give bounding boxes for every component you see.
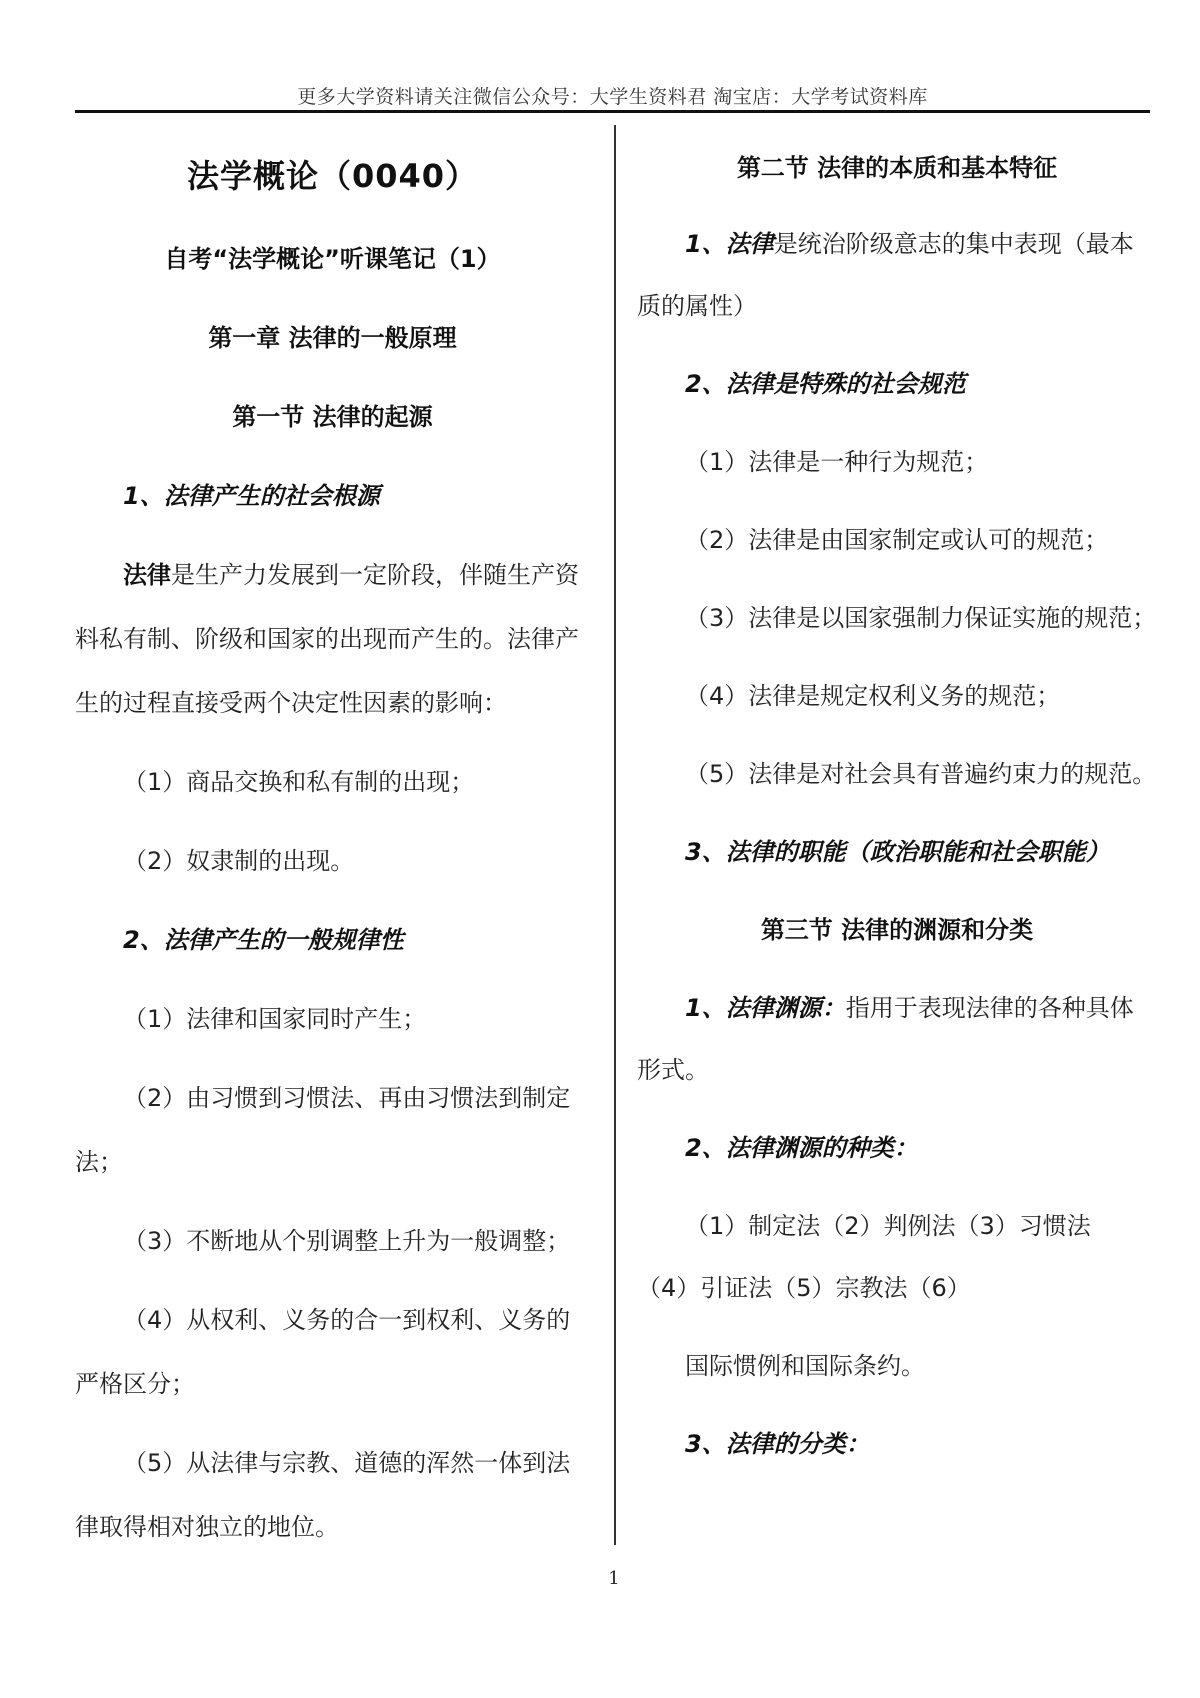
list-item: （1）商品交换和私有制的出现； [123,768,475,796]
list-item: （2）奴隶制的出现。 [123,847,355,875]
list-line: 国际惯例和国际条约。 [685,1352,925,1380]
section-heading: 第一节 法律的起源 [232,403,433,431]
list-item: （1）法律和国家同时产生； [123,1005,427,1033]
list-item: （2）由习惯到习惯法、再由习惯法到制定 [123,1084,571,1112]
paragraph-line: 1、法律渊源：指用于表现法律的各种具体 [685,994,1134,1022]
paragraph-line: 生的过程直接受两个决定性因素的影响： [75,689,507,717]
key-term: 1、法律 [685,230,774,258]
list-item: （1）法律是一种行为规范； [685,448,989,476]
document-title: 法学概论（0040） [186,157,479,195]
list-line: （1）制定法（2）判例法（3）习惯法 [685,1212,1091,1240]
list-item: （3）法律是以国家强制力保证实施的规范； [685,604,1157,632]
list-item-continued: 严格区分； [75,1370,195,1398]
page-header: 更多大学资料请关注微信公众号：大学生资料君 淘宝店：大学考试资料库 [297,86,928,108]
list-item-continued: 律取得相对独立的地位。 [75,1513,339,1541]
list-item-continued: 法； [75,1148,123,1176]
paragraph-line: 法律是生产力发展到一定阶段，伴随生产资 [123,561,579,589]
header-rule [75,110,1150,113]
list-item: （5）从法律与宗教、道德的浑然一体到法 [123,1449,571,1477]
paragraph-line: 形式。 [637,1056,709,1084]
key-term: 1、法律渊源： [685,994,846,1022]
key-term: 法律 [123,561,171,589]
list-item: （2）法律是由国家制定或认可的规范； [685,526,1109,554]
list-item: （3）不断地从个别调整上升为一般调整； [123,1227,571,1255]
subsection-heading: 2、法律渊源的种类： [685,1134,918,1162]
subsection-heading: 3、法律的分类： [685,1430,870,1458]
notes-subtitle: 自考“法学概论”听课笔记（1） [164,245,501,273]
subsection-heading: 1、法律产生的社会根源 [123,482,380,510]
section-heading: 第三节 法律的渊源和分类 [760,916,1034,944]
paragraph-line: 料私有制、阶级和国家的出现而产生的。法律产 [75,625,579,653]
chapter-heading: 第一章 法律的一般原理 [208,324,457,352]
paragraph-line: 质的属性） [637,292,757,320]
column-divider [614,125,616,1545]
list-line: （4）引证法（5）宗教法（6） [637,1274,971,1302]
subsection-heading: 2、法律产生的一般规律性 [123,926,404,954]
paragraph-line: 1、法律是统治阶级意志的集中表现（最本 [685,230,1134,258]
subsection-heading: 3、法律的职能（政治职能和社会职能） [685,838,1110,866]
subsection-heading: 2、法律是特殊的社会规范 [685,370,966,398]
list-item: （4）从权利、义务的合一到权利、义务的 [123,1306,571,1334]
list-item: （4）法律是规定权利义务的规范； [685,682,1061,710]
page-number: 1 [608,1568,620,1589]
list-item: （5）法律是对社会具有普遍约束力的规范。 [685,760,1157,788]
section-heading: 第二节 法律的本质和基本特征 [736,154,1058,182]
